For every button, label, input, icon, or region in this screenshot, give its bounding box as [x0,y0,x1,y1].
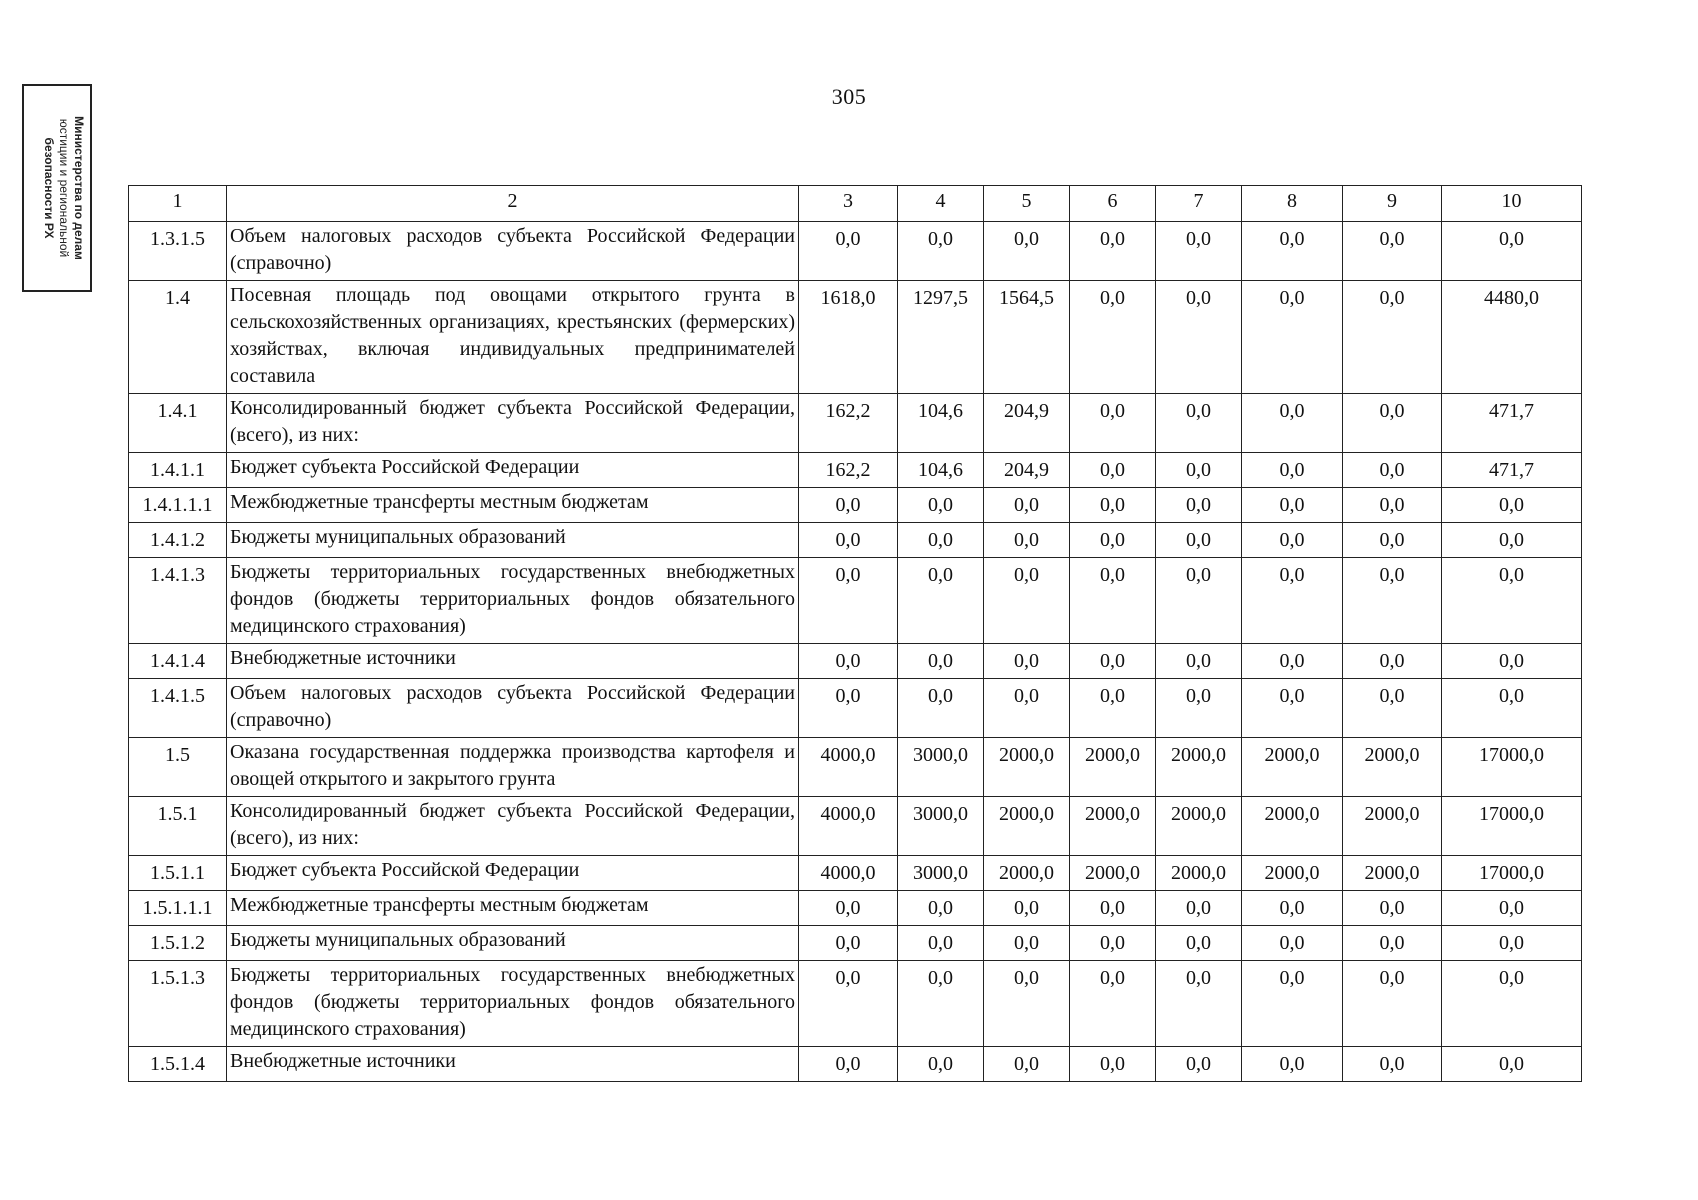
value-cell: 0,0 [1343,453,1442,488]
column-header: 6 [1070,186,1156,222]
value-cell: 1618,0 [799,281,898,394]
value-cell: 0,0 [1343,394,1442,453]
value-cell: 0,0 [799,558,898,644]
stamp-line-2: юстиции и региональной [57,118,71,258]
value-cell: 0,0 [1070,961,1156,1047]
value-cell: 0,0 [898,1047,984,1082]
value-cell: 0,0 [1442,222,1582,281]
row-description-cell: Консолидированный бюджет субъекта Российской Федерации, (всего), из них: [227,394,799,453]
value-cell: 0,0 [898,891,984,926]
row-description-cell: Бюджеты территориальных государственных внебюджетных фондов (бюджеты территориальных фондов обязательного медицинского страхования) [227,961,799,1047]
row-number-cell: 1.4.1.1 [129,453,227,488]
value-cell: 0,0 [984,222,1070,281]
value-cell: 2000,0 [1242,797,1343,856]
table-row [129,926,1582,961]
row-number-cell: 1.4.1.2 [129,523,227,558]
value-cell: 1564,5 [984,281,1070,394]
value-cell: 0,0 [1070,394,1156,453]
value-cell: 0,0 [898,679,984,738]
table-header-row [129,186,1582,222]
value-cell: 0,0 [799,679,898,738]
value-cell: 0,0 [898,926,984,961]
value-cell: 0,0 [984,558,1070,644]
value-cell: 0,0 [1070,453,1156,488]
value-cell: 4000,0 [799,738,898,797]
value-cell: 0,0 [1156,926,1242,961]
value-cell: 104,6 [898,394,984,453]
value-cell: 0,0 [1242,394,1343,453]
value-cell: 0,0 [799,926,898,961]
value-cell: 0,0 [1242,891,1343,926]
value-cell: 0,0 [1242,523,1343,558]
value-cell: 0,0 [1242,644,1343,679]
row-description-cell: Объем налоговых расходов субъекта Российской Федерации (справочно) [227,222,799,281]
value-cell: 0,0 [898,488,984,523]
value-cell: 471,7 [1442,453,1582,488]
column-header: 8 [1242,186,1343,222]
budget-table [128,185,1582,1082]
value-cell: 0,0 [1070,558,1156,644]
value-cell: 0,0 [984,644,1070,679]
value-cell: 0,0 [1242,453,1343,488]
value-cell: 17000,0 [1442,797,1582,856]
value-cell: 2000,0 [1242,738,1343,797]
value-cell: 104,6 [898,453,984,488]
value-cell: 204,9 [984,453,1070,488]
value-cell: 3000,0 [898,797,984,856]
value-cell: 0,0 [1070,281,1156,394]
stamp-text [22,84,92,292]
row-number-cell: 1.4.1 [129,394,227,453]
row-number-cell: 1.4.1.5 [129,679,227,738]
column-header: 1 [129,186,227,222]
value-cell: 0,0 [1156,453,1242,488]
value-cell: 0,0 [1343,679,1442,738]
value-cell: 4000,0 [799,856,898,891]
value-cell: 1297,5 [898,281,984,394]
value-cell: 0,0 [898,558,984,644]
value-cell: 0,0 [984,1047,1070,1082]
row-description-cell: Внебюджетные источники [227,1047,799,1082]
value-cell: 2000,0 [1242,856,1343,891]
value-cell: 0,0 [799,891,898,926]
value-cell: 0,0 [1156,1047,1242,1082]
value-cell: 4000,0 [799,797,898,856]
value-cell: 0,0 [1242,281,1343,394]
table-row [129,222,1582,281]
row-description-cell: Бюджеты муниципальных образований [227,523,799,558]
value-cell: 17000,0 [1442,856,1582,891]
value-cell: 0,0 [1343,523,1442,558]
table-row [129,488,1582,523]
value-cell: 0,0 [1242,488,1343,523]
value-cell: 0,0 [1442,488,1582,523]
ministry-stamp [22,84,92,292]
row-number-cell: 1.4.1.3 [129,558,227,644]
value-cell: 0,0 [1070,679,1156,738]
value-cell: 2000,0 [1343,738,1442,797]
value-cell: 2000,0 [1070,797,1156,856]
value-cell: 0,0 [1343,891,1442,926]
row-number-cell: 1.4 [129,281,227,394]
value-cell: 0,0 [799,961,898,1047]
row-number-cell: 1.5.1.3 [129,961,227,1047]
row-number-cell: 1.5.1.1.1 [129,891,227,926]
row-description-cell: Межбюджетные трансферты местным бюджетам [227,488,799,523]
value-cell: 0,0 [984,488,1070,523]
value-cell: 0,0 [984,523,1070,558]
value-cell: 0,0 [1242,222,1343,281]
row-description-cell: Бюджеты территориальных государственных внебюджетных фондов (бюджеты территориальных фондов обязательного медицинского страхования) [227,558,799,644]
value-cell: 0,0 [1156,394,1242,453]
value-cell: 162,2 [799,453,898,488]
value-cell: 0,0 [1343,926,1442,961]
row-description-cell: Бюджет субъекта Российской Федерации [227,453,799,488]
row-description-cell: Бюджет субъекта Российской Федерации [227,856,799,891]
value-cell: 0,0 [799,523,898,558]
row-description-cell: Внебюджетные источники [227,644,799,679]
value-cell: 2000,0 [1156,856,1242,891]
row-description-cell: Оказана государственная поддержка производства картофеля и овощей открытого и закрытого грунта [227,738,799,797]
value-cell: 0,0 [1343,1047,1442,1082]
value-cell: 0,0 [1242,558,1343,644]
value-cell: 2000,0 [984,856,1070,891]
value-cell: 0,0 [1156,488,1242,523]
value-cell: 2000,0 [1343,797,1442,856]
row-number-cell: 1.3.1.5 [129,222,227,281]
table-row [129,1047,1582,1082]
value-cell: 0,0 [1343,488,1442,523]
value-cell: 0,0 [1343,558,1442,644]
value-cell: 0,0 [1156,891,1242,926]
value-cell: 2000,0 [1156,738,1242,797]
value-cell: 0,0 [1343,644,1442,679]
value-cell: 0,0 [1070,926,1156,961]
table-row [129,679,1582,738]
table-row [129,891,1582,926]
value-cell: 0,0 [799,1047,898,1082]
value-cell: 0,0 [1442,961,1582,1047]
stamp-line-3: безопасности РХ [42,137,56,239]
table-row [129,738,1582,797]
value-cell: 0,0 [1156,281,1242,394]
row-number-cell: 1.5 [129,738,227,797]
column-header: 10 [1442,186,1582,222]
value-cell: 0,0 [1442,891,1582,926]
value-cell: 0,0 [1070,644,1156,679]
table-row [129,797,1582,856]
value-cell: 0,0 [1070,488,1156,523]
table-row [129,644,1582,679]
value-cell: 162,2 [799,394,898,453]
row-number-cell: 1.4.1.4 [129,644,227,679]
row-number-cell: 1.5.1 [129,797,227,856]
value-cell: 0,0 [1156,644,1242,679]
row-description-cell: Межбюджетные трансферты местным бюджетам [227,891,799,926]
value-cell: 0,0 [1343,281,1442,394]
value-cell: 0,0 [1343,222,1442,281]
value-cell: 0,0 [1070,891,1156,926]
value-cell: 2000,0 [984,797,1070,856]
table-row [129,856,1582,891]
value-cell: 2000,0 [1070,738,1156,797]
value-cell: 0,0 [799,644,898,679]
value-cell: 2000,0 [1156,797,1242,856]
value-cell: 0,0 [984,679,1070,738]
table-body [129,222,1582,1082]
column-header: 3 [799,186,898,222]
table-row [129,558,1582,644]
value-cell: 0,0 [1442,679,1582,738]
value-cell: 0,0 [1070,1047,1156,1082]
column-header: 2 [227,186,799,222]
value-cell: 4480,0 [1442,281,1582,394]
value-cell: 0,0 [1242,1047,1343,1082]
row-description-cell: Посевная площадь под овощами открытого грунта в сельскохозяйственных организациях, крестьянских (фермерских) хозяйствах, включая индивидуальных предпринимателей составила [227,281,799,394]
value-cell: 0,0 [898,961,984,1047]
value-cell: 0,0 [1156,222,1242,281]
value-cell: 0,0 [1156,523,1242,558]
column-header: 9 [1343,186,1442,222]
row-number-cell: 1.5.1.1 [129,856,227,891]
value-cell: 0,0 [1070,222,1156,281]
column-header: 7 [1156,186,1242,222]
row-number-cell: 1.5.1.2 [129,926,227,961]
column-header: 4 [898,186,984,222]
value-cell: 0,0 [984,926,1070,961]
value-cell: 2000,0 [1070,856,1156,891]
value-cell: 3000,0 [898,856,984,891]
value-cell: 0,0 [1242,926,1343,961]
table-row [129,394,1582,453]
value-cell: 0,0 [1242,961,1343,1047]
value-cell: 0,0 [1156,558,1242,644]
value-cell: 3000,0 [898,738,984,797]
row-description-cell: Объем налоговых расходов субъекта Российской Федерации (справочно) [227,679,799,738]
row-number-cell: 1.5.1.4 [129,1047,227,1082]
value-cell: 0,0 [898,222,984,281]
row-description-cell: Бюджеты муниципальных образований [227,926,799,961]
page-number: 305 [831,84,867,109]
table-row [129,961,1582,1047]
value-cell: 0,0 [799,222,898,281]
value-cell: 2000,0 [1343,856,1442,891]
value-cell: 0,0 [1442,558,1582,644]
row-description-cell: Консолидированный бюджет субъекта Российской Федерации, (всего), из них: [227,797,799,856]
table-row [129,523,1582,558]
value-cell: 0,0 [898,523,984,558]
value-cell: 0,0 [1442,523,1582,558]
column-header: 5 [984,186,1070,222]
value-cell: 471,7 [1442,394,1582,453]
value-cell: 0,0 [1442,1047,1582,1082]
value-cell: 0,0 [1442,644,1582,679]
value-cell: 2000,0 [984,738,1070,797]
value-cell: 0,0 [1156,679,1242,738]
stamp-line-1: Министерства по делам [72,116,86,260]
value-cell: 0,0 [1070,523,1156,558]
value-cell: 0,0 [799,488,898,523]
table-row [129,281,1582,394]
value-cell: 0,0 [1156,961,1242,1047]
value-cell: 0,0 [1343,961,1442,1047]
value-cell: 0,0 [898,644,984,679]
value-cell: 204,9 [984,394,1070,453]
value-cell: 0,0 [984,891,1070,926]
value-cell: 0,0 [1242,679,1343,738]
value-cell: 0,0 [984,961,1070,1047]
table-row [129,453,1582,488]
row-number-cell: 1.4.1.1.1 [129,488,227,523]
value-cell: 17000,0 [1442,738,1582,797]
value-cell: 0,0 [1442,926,1582,961]
